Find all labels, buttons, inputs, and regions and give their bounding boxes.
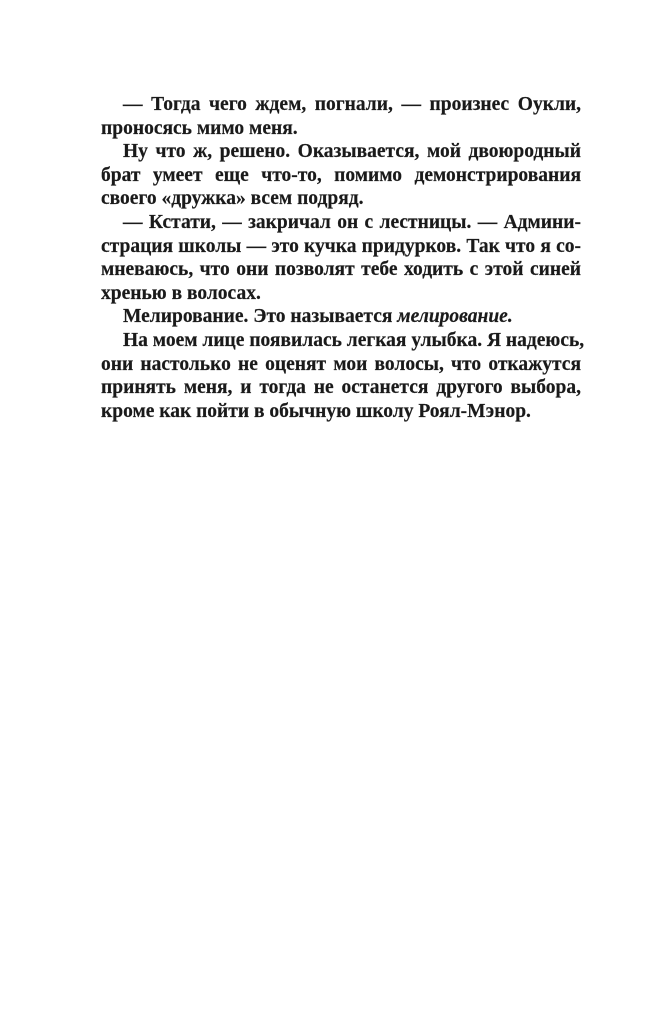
- text-line: Ну что ж, решено. Оказывается, мой двоюродный: [123, 141, 581, 163]
- text-line: [101, 305, 581, 329]
- text-line: своего «дружка» всем подряд.: [101, 188, 364, 210]
- paragraph-lead-text: Мелирование. Это называется: [123, 306, 398, 328]
- body-text: [101, 93, 585, 423]
- text-line: проносясь мимо меня.: [101, 117, 298, 139]
- text-line: они настолько не оценят мои волосы, что откажутся: [101, 353, 581, 375]
- text-line: принять меня, и тогда не останется другого выбора,: [101, 377, 581, 399]
- text-line: — Кстати, — закричал он с лестницы. — Админи-: [123, 211, 581, 233]
- text-line: мневаюсь, что они позволят тебе ходить с этой синей: [101, 259, 581, 281]
- text-line: брат умеет еще что-то, помимо демонстрирования: [101, 164, 581, 186]
- text-line: хренью в волосах.: [101, 282, 261, 304]
- text-line: На моем лице появилась легкая улыбка. Я надеюсь,: [123, 329, 585, 351]
- italic-term: мелирование.: [397, 306, 513, 328]
- text-line: кроме как пойти в обычную школу Роял-Мэнор.: [101, 400, 531, 422]
- text-line: страция школы — это кучка придурков. Так что я со-: [101, 235, 581, 257]
- text-line: — Тогда чего ждем, погнали, — произнес Оукли,: [123, 94, 581, 115]
